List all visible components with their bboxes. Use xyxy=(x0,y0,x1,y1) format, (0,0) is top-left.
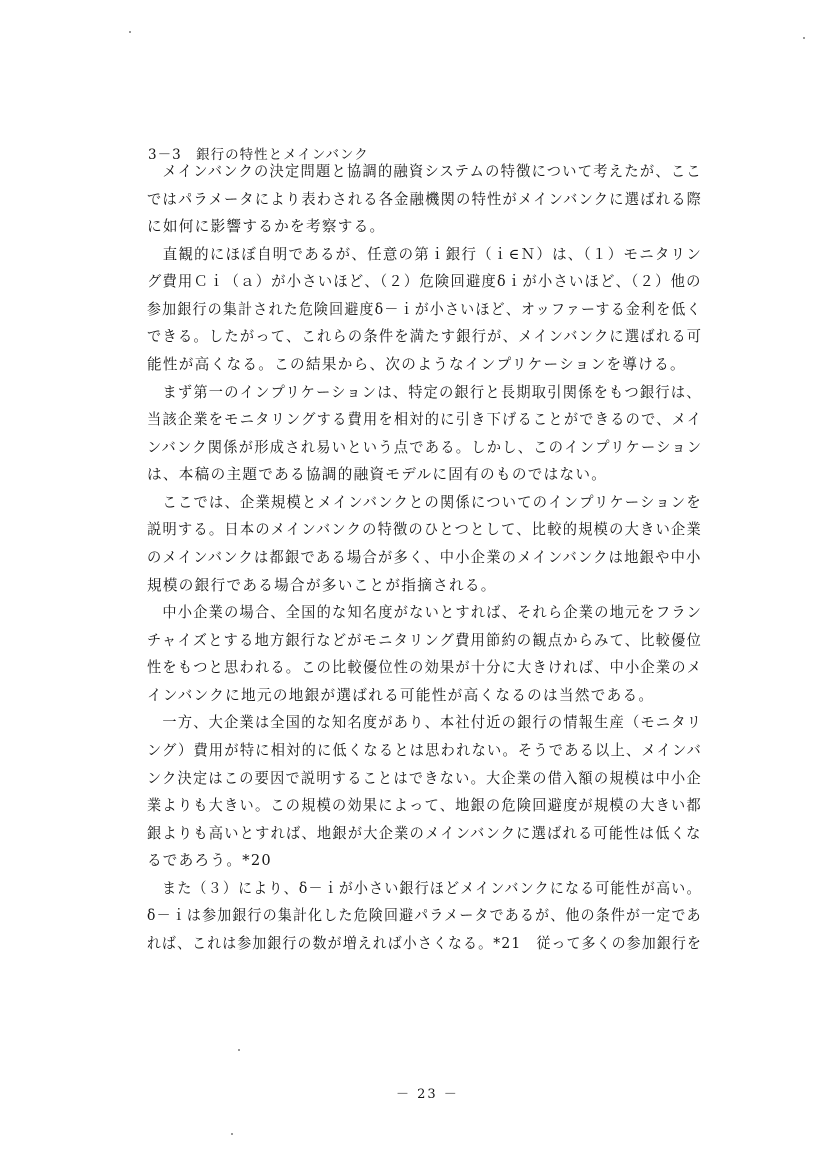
text-line: できる。したがって、これらの条件を満たす銀行が、メインバンクに選ばれる可 xyxy=(147,328,703,346)
text-line: るであろう。*20 xyxy=(147,852,272,870)
scan-speck xyxy=(803,37,805,39)
text-line: 銀よりも高いとすれば、地銀が大企業のメインバンクに選ばれる可能性は低くな xyxy=(147,824,702,842)
text-line: ここでは、企業規模とメインバンクとの関係についてのインプリケーションを xyxy=(147,493,702,511)
text-line: 一方、大企業は全国的な知名度があり、本社付近の銀行の情報生産（モニタリ xyxy=(147,714,703,732)
text-line: インバンクに地元の地銀が選ばれる可能性が高くなるのは当然である。 xyxy=(147,686,655,704)
text-line: δ－ｉは参加銀行の集計化した危険回避パラメータであるが、他の条件が一定であ xyxy=(147,907,702,925)
text-line: ング）費用が特に相対的に低くなるとは思われない。そうである以上、メインバ xyxy=(147,742,703,759)
text-line: 性をもつと思われる。この比較優位性の効果が十分に大きければ、中小企業のメ xyxy=(147,659,703,677)
text-line: 規模の銀行である場合が多いことが指摘される。 xyxy=(147,576,497,594)
scan-speck xyxy=(231,1133,233,1135)
text-line: 業よりも大きい。この規模の効果によって、地銀の危険回避度が規模の大きい都 xyxy=(147,797,702,815)
text-line: ではパラメータにより表わされる各金融機関の特性がメインバンクに選ばれる際 xyxy=(147,190,703,208)
page-number: － 23 － xyxy=(396,1087,459,1102)
text-line: 参加銀行の集計された危険回避度δ－ｉが小さいほど、オッファーする金利を低く xyxy=(147,300,702,318)
text-line: 中小企業の場合、全国的な知名度がないとすれば、それら企業の地元をフラン xyxy=(147,604,703,622)
text-line: チャイズとする地方銀行などがモニタリング費用節約の観点からみて、比較優位 xyxy=(147,631,703,649)
text-line: ンク決定はこの要因で説明することはできない。大企業の借入額の規模は中小企 xyxy=(147,769,702,787)
text-line: ンバンク関係が形成され易いという点である。しかし、このインプリケーション xyxy=(147,438,703,456)
text-line: グ費用Ｃｉ（ａ）が小さいほど、（２）危険回避度δｉが小さいほど、（２）他の xyxy=(147,273,702,291)
text-line: れば、これは参加銀行の数が増えれば小さくなる。*21 従って多くの参加銀行を xyxy=(147,935,703,952)
text-line: に如何に影響するかを考察する。 xyxy=(147,218,386,236)
text-line: のメインバンクは都銀である場合が多く、中小企業のメインバンクは地銀や中小 xyxy=(147,549,702,566)
text-line: は、本稿の主題である協調的融資モデルに固有のものではない。 xyxy=(147,466,608,484)
scan-speck xyxy=(238,1049,240,1051)
section-heading: 3－3 銀行の特性とメインバンク xyxy=(148,147,369,163)
text-line: まず第一のインプリケーションは、特定の銀行と長期取引関係をもつ銀行は、 xyxy=(147,383,702,401)
text-line: 能性が高くなる。この結果から、次のようなインプリケーションを導ける。 xyxy=(147,356,686,373)
text-line: メインバンクの決定問題と協調的融資システムの特徴について考えたが、ここ xyxy=(147,163,702,180)
scan-speck xyxy=(129,31,131,33)
text-line: 当該企業をモニタリングする費用を相対的に引き下げることができるので、メイ xyxy=(147,411,703,429)
text-line: 説明する。日本のメインバンクの特徴のひとつとして、比較的規模の大きい企業 xyxy=(147,521,703,539)
text-line: また（３）により、δ－ｉが小さい銀行ほどメインバンクになる可能性が高い。 xyxy=(147,879,702,897)
text-line: 直観的にほぼ自明であるが、任意の第ｉ銀行（ｉ∈Ｎ）は、（１）モニタリン xyxy=(147,245,703,263)
